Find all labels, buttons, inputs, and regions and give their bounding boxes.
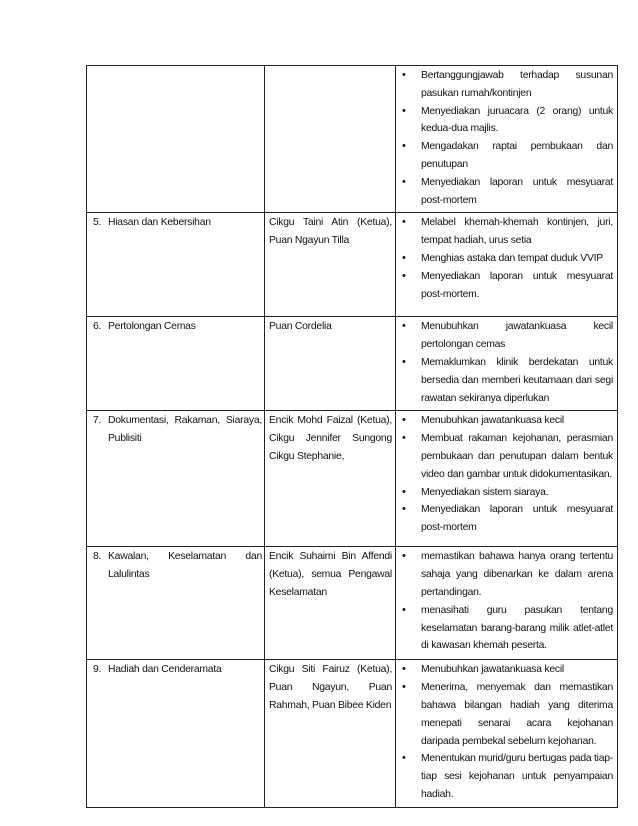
- persons-cell: [265, 660, 396, 807]
- task-name: Hiasan dan Kebersihan: [108, 217, 211, 229]
- task-name: Kawalan, Keselamatan dan Lalulintas: [108, 551, 262, 581]
- duty-item: • Menerima, menyemak dan memastikan bahawa bilangan hadiah yang diterima menepati senarai acara kejohanan daripada pembekal sebelum kejohanan.: [402, 679, 613, 750]
- duties-list: [396, 660, 617, 806]
- duty-item: • Menghias astaka dan tempat duduk VVIP: [402, 250, 613, 268]
- committee-table-body: [87, 66, 618, 808]
- duty-item: • menasihati guru pasukan tentang keselamatan barang-barang milik atlet-atlet di kawasan khemah peserta.: [402, 602, 613, 655]
- duties-cell: [396, 213, 618, 317]
- duty-item: • Mengadakan raptai pembukaan dan penutupan: [402, 138, 613, 174]
- task-cell: [87, 317, 265, 411]
- duty-item: • Menyediakan laporan untuk mesyuarat post-mortem.: [402, 268, 613, 304]
- duty-item: • Menubuhkan jawatankuasa kecil: [402, 412, 613, 430]
- duty-item: • Menyediakan laporan untuk mesyuarat post-mortem: [402, 501, 613, 537]
- task-number: 7.: [93, 415, 102, 427]
- persons-text: Cikgu Siti Fairuz (Ketua), Puan Ngayun, Puan Rahmah, Puan Bibee Kiden: [269, 664, 392, 711]
- task-number: 8.: [93, 551, 102, 563]
- duties-list: [396, 213, 617, 306]
- duties-cell: [396, 660, 618, 807]
- persons-cell: [265, 66, 396, 213]
- duty-item: • Melabel khemah-khemah kontinjen, juri, tempat hadiah, urus setia: [402, 214, 613, 250]
- task-cell: [87, 66, 265, 213]
- persons-text: Puan Cordelia: [269, 321, 332, 333]
- table-row: [87, 547, 618, 660]
- task-name: Hadiah dan Cenderamata: [108, 664, 222, 676]
- task-cell: [87, 547, 265, 660]
- persons-cell: [265, 317, 396, 411]
- table-row: [87, 411, 618, 547]
- duty-item: • Menubuhkan jawatankuasa kecil pertolongan cemas: [402, 318, 613, 354]
- table-row: [87, 317, 618, 411]
- persons-cell: [265, 547, 396, 660]
- task-number: 6.: [93, 321, 102, 333]
- task-cell: [87, 213, 265, 317]
- duty-item: • Menyediakan juruacara (2 orang) untuk kedua-dua majlis.: [402, 103, 613, 139]
- duty-item: • memastikan bahawa hanya orang tertentu sahaja yang dibenarkan ke dalam arena pertandingan.: [402, 548, 613, 601]
- duties-list: [396, 66, 617, 212]
- duty-item: • Menyediakan laporan untuk mesyuarat post-mortem: [402, 174, 613, 210]
- persons-text: [265, 66, 395, 67]
- task-cell: [87, 411, 265, 547]
- persons-text: Cikgu Taini Atin (Ketua), Puan Ngayun Tilla: [269, 217, 392, 247]
- duty-item: • Menentukan murid/guru bertugas pada tiap-tiap sesi kejohanan untuk penyampaian hadiah.: [402, 750, 613, 803]
- task-number: 5.: [93, 217, 102, 229]
- duties-cell: [396, 66, 618, 213]
- duty-item: • Memaklumkan klinik berdekatan untuk bersedia dan memberi keutamaan dari segi rawatan sekiranya diperlukan: [402, 354, 613, 407]
- duties-cell: [396, 547, 618, 660]
- persons-cell: [265, 411, 396, 547]
- duties-list: [396, 411, 617, 540]
- task-name: Pertolongan Cemas: [108, 321, 196, 333]
- duties-cell: [396, 317, 618, 411]
- persons-text: Encik Suhaimi Bin Affendi (Ketua), semua Pengawal Keselamatan: [269, 551, 392, 598]
- table-row: [87, 66, 618, 213]
- duty-item: • Menubuhkan jawatankuasa kecil: [402, 661, 613, 679]
- duty-item: • Menyediakan sistem siaraya.: [402, 484, 613, 502]
- table-row: [87, 660, 618, 807]
- duties-cell: [396, 411, 618, 547]
- table-row: [87, 213, 618, 317]
- duty-item: • Membuat rakaman kejohanan, perasmian pembukaan dan penutupan dalam bentuk video dan gambar untuk didokumentasikan.: [402, 430, 613, 483]
- task-cell: [87, 660, 265, 807]
- duties-list: [396, 547, 617, 658]
- duties-list: [396, 317, 617, 410]
- persons-cell: [265, 213, 396, 317]
- persons-text: Encik Mohd Faizal (Ketua), Cikgu Jennifer Sungong Cikgu Stephanie,: [269, 415, 392, 462]
- task-name: Dokumentasi, Rakaman, Siaraya, Publisiti: [108, 415, 262, 445]
- duty-item: • Bertanggungjawab terhadap susunan pasukan rumah/kontinjen: [402, 67, 613, 103]
- committee-table: [86, 65, 618, 808]
- task-number: 9.: [93, 664, 102, 676]
